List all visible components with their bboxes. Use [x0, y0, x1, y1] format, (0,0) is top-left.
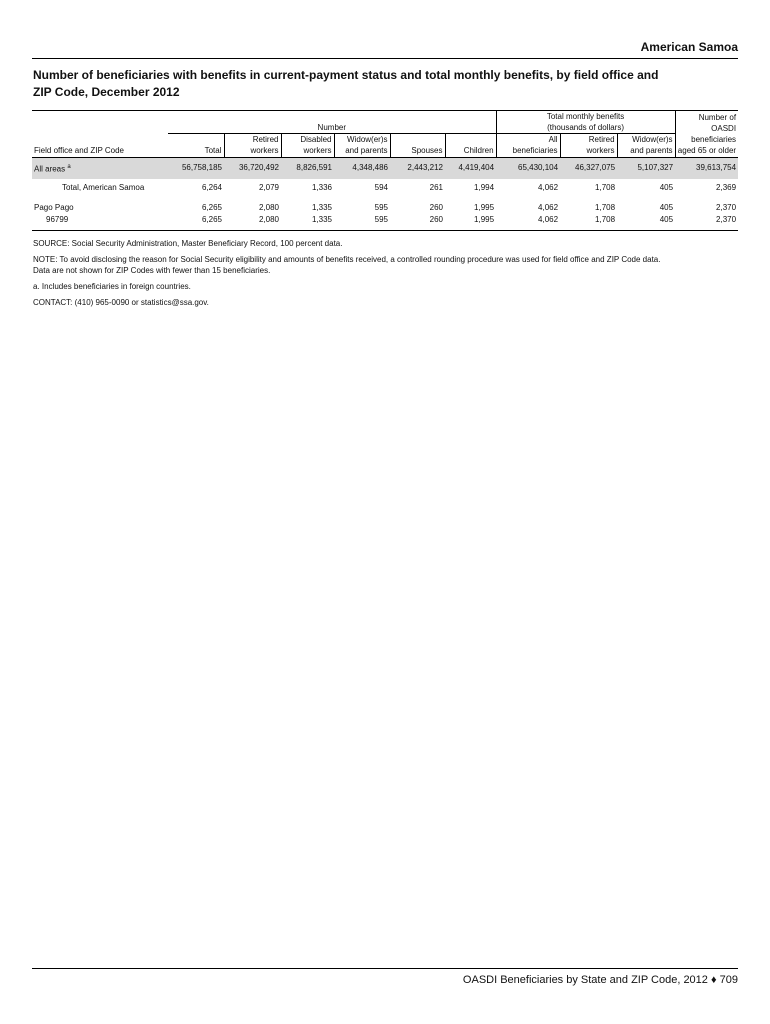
cell-widow: 595	[374, 202, 388, 212]
col-header-children: Children	[445, 134, 496, 158]
cell-total: 6,265	[201, 202, 222, 212]
header-spacer	[32, 111, 168, 134]
cell-widow: 595	[334, 214, 390, 231]
page-title	[33, 67, 733, 101]
cell-children: 4,419,404	[445, 158, 496, 179]
table-row-zip-96799	[32, 214, 738, 231]
page-footer	[32, 968, 738, 986]
state-name: American Samoa	[640, 40, 738, 54]
col-header-spouses: Spouses	[390, 134, 445, 158]
cell-retired: 36,720,492	[224, 158, 281, 179]
cell-aged65: 2,369	[716, 182, 737, 192]
cell-widow: 594	[374, 182, 388, 192]
beneficiaries-table	[32, 110, 738, 231]
title-line-1: Number of beneficiaries with benefits in current-payment status and total monthly benefits, by field office and	[33, 68, 659, 82]
col-header-all-beneficiaries: All beneficiaries	[496, 134, 560, 158]
cell-disabled: 1,336	[311, 182, 332, 192]
cell-spouses: 260	[429, 202, 443, 212]
cell-benefit-widow: 405	[617, 214, 675, 231]
cell-disabled: 1,335	[281, 214, 334, 231]
footnote-a: a. Includes beneficiaries in foreign countries.	[33, 282, 191, 291]
cell-benefit-retired: 1,708	[595, 182, 616, 192]
cell-total: 56,758,185	[168, 158, 224, 179]
footer-text: OASDI Beneficiaries by State and ZIP Code, 2012 ♦ 709	[462, 974, 738, 986]
cell-retired: 2,080	[224, 214, 281, 231]
general-note: NOTE: To avoid disclosing the reason for Social Security eligibility and amounts of benefits received, a controlled rounding procedure was used for field office and ZIP Code data. Data are not shown for ZIP Codes with fewer than 15 beneficiaries.	[33, 255, 661, 275]
cell-aged65: 2,370	[716, 202, 737, 212]
group-header-benefits: Total monthly benefits (thousands of dollars)	[496, 111, 675, 134]
cell-disabled: 8,826,591	[281, 158, 334, 179]
page-header	[32, 40, 738, 59]
col-header-total: Total	[168, 134, 224, 158]
cell-spouses: 260	[390, 214, 445, 231]
table-row-pago-pago	[32, 202, 738, 214]
cell-total: 6,264	[201, 182, 222, 192]
row-label: Pago Pago	[34, 202, 74, 212]
table-row-all-areas	[32, 158, 738, 179]
col-header-widow: Widow(er)s and parents	[334, 134, 390, 158]
cell-benefit-all: 4,062	[496, 214, 560, 231]
table-row-total-american-samoa	[32, 179, 738, 202]
cell-benefit-widow: 405	[659, 182, 674, 192]
cell-benefit-all: 65,430,104	[496, 158, 560, 179]
row-label: Total, American Samoa	[62, 182, 145, 192]
cell-children: 1,994	[474, 182, 495, 192]
col-header-oasdi-aged: Number of OASDI beneficiaries aged 65 or older	[675, 111, 738, 158]
cell-benefit-widow: 5,107,327	[617, 158, 675, 179]
cell-children: 1,995	[445, 214, 496, 231]
contact-note: CONTACT: (410) 965-0090 or statistics@ssa.gov.	[33, 298, 209, 307]
cell-benefit-widow: 405	[659, 202, 674, 212]
cell-retired: 2,080	[258, 202, 279, 212]
title-line-2: ZIP Code, December 2012	[33, 85, 180, 99]
cell-aged65: 39,613,754	[675, 158, 738, 179]
cell-benefit-all: 4,062	[538, 182, 559, 192]
cell-total: 6,265	[168, 214, 224, 231]
cell-spouses: 2,443,212	[390, 158, 445, 179]
beneficiaries-table-container	[32, 110, 738, 231]
cell-spouses: 261	[429, 182, 443, 192]
cell-retired: 2,079	[258, 182, 279, 192]
col-header-field-office: Field office and ZIP Code	[32, 134, 168, 158]
cell-benefit-retired: 1,708	[560, 214, 617, 231]
col-header-benefit-widow: Widow(er)s and parents	[617, 134, 675, 158]
row-label: All areas $^a$	[32, 158, 168, 179]
table-notes	[33, 238, 733, 313]
row-label: 96799	[32, 214, 168, 231]
cell-benefit-retired: 1,708	[595, 202, 616, 212]
cell-aged65: 2,370	[675, 214, 738, 231]
source-note: SOURCE: Social Security Administration, Master Beneficiary Record, 100 percent data.	[33, 239, 343, 248]
cell-disabled: 1,335	[311, 202, 332, 212]
cell-benefit-all: 4,062	[538, 202, 559, 212]
cell-widow: 4,348,486	[334, 158, 390, 179]
footnote-marker: a	[67, 164, 71, 170]
group-header-number: Number	[168, 111, 496, 134]
col-header-retired: Retired workers	[224, 134, 281, 158]
cell-benefit-retired: 46,327,075	[560, 158, 617, 179]
cell-children: 1,995	[474, 202, 495, 212]
col-header-disabled: Disabled workers	[281, 134, 334, 158]
col-header-benefit-retired: Retired workers	[560, 134, 617, 158]
